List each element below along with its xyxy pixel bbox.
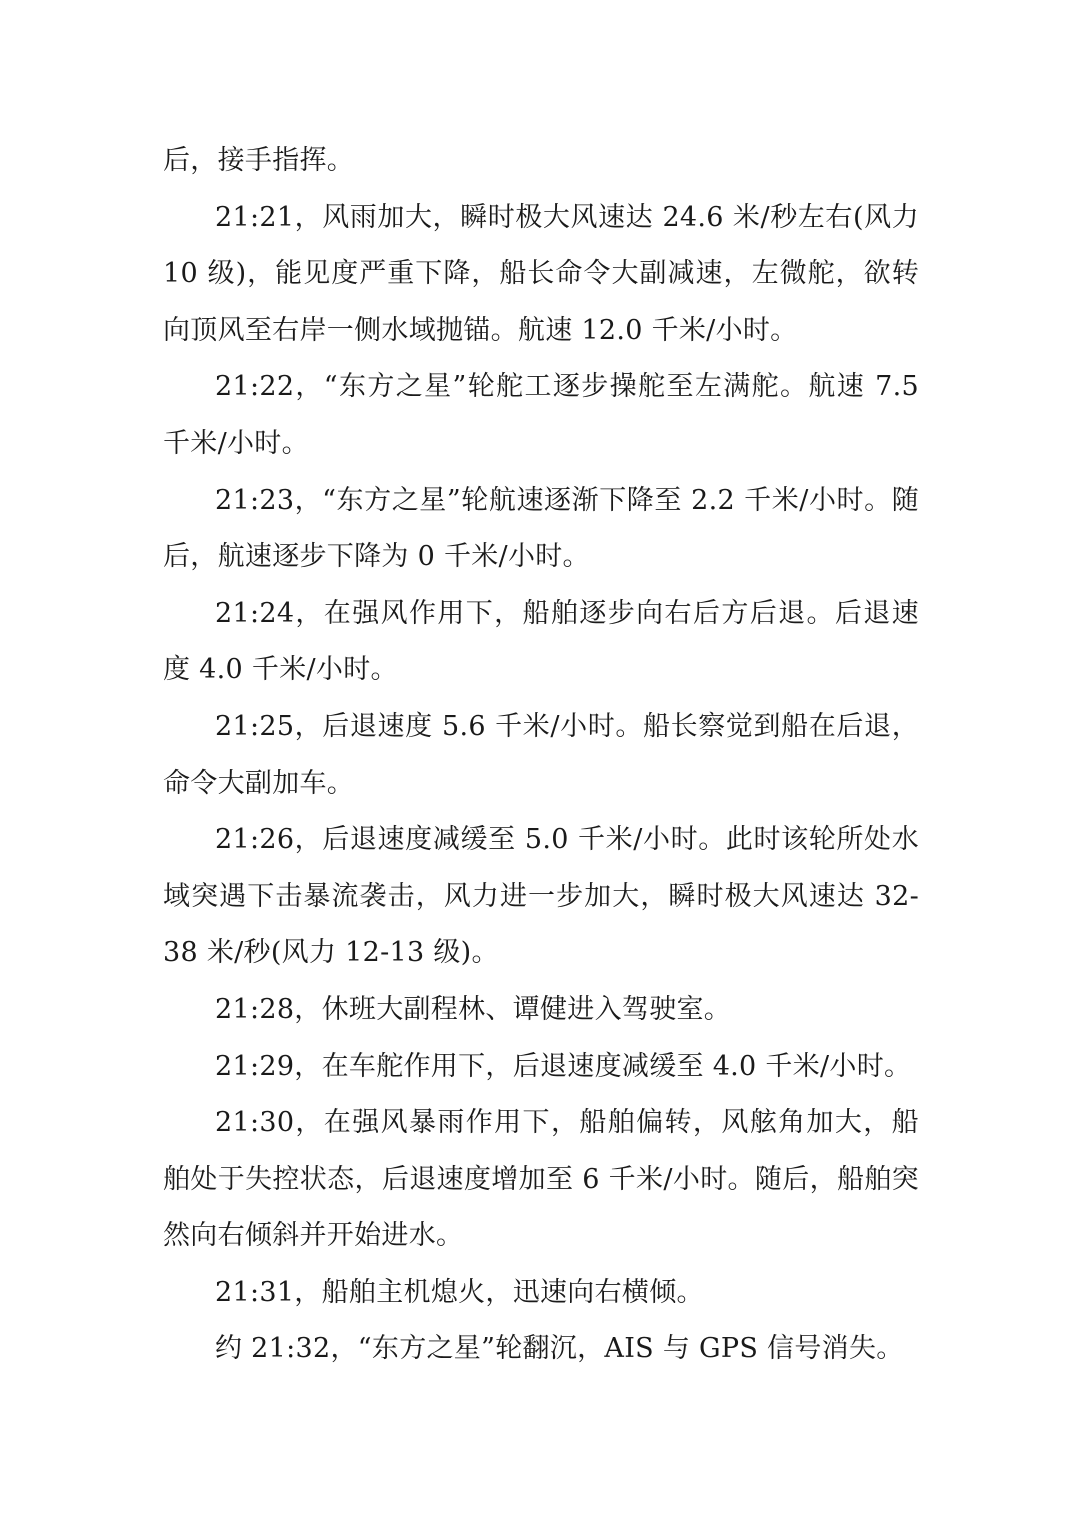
- paragraph-2123: 21:23，“东方之星”轮航速逐渐下降至 2.2 千米/小时。随后，航速逐步下降为 0 千米/小时。: [163, 484, 919, 573]
- paragraph-2129: 21:29，在车舵作用下，后退速度减缓至 4.0 千米/小时。: [215, 1050, 912, 1082]
- paragraph-2128: 21:28，休班大副程林、谭健进入驾驶室。: [215, 993, 732, 1025]
- paragraph-2121: 21:21，风雨加大，瞬时极大风速达 24.6 米/秒左右(风力 10 级)，能见度严重下降，船长命令大副减速，左微舵，欲转向顶风至右岸一侧水域抛锚。航速 12.0 千米/小时。: [163, 201, 919, 346]
- paragraph-2130: 21:30，在强风暴雨作用下，船舶偏转，风舷角加大，船舶处于失控状态，后退速度增加至 6 千米/小时。随后，船舶突然向右倾斜并开始进水。: [163, 1107, 919, 1252]
- paragraph-2126: 21:26，后退速度减缓至 5.0 千米/小时。此时该轮所处水域突遇下击暴流袭击，风力进一步加大，瞬时极大风速达 32-38 米/秒(风力 12-13 级)。: [163, 824, 919, 969]
- paragraph-2132: 约 21:32，“东方之星”轮翻沉，AIS 与 GPS 信号消失。: [215, 1333, 904, 1365]
- paragraph-2131: 21:31，船舶主机熄火，迅速向右横倾。: [215, 1276, 704, 1308]
- paragraph-2122: 21:22，“东方之星”轮舵工逐步操舵至左满舵。航速 7.5 千米/小时。: [163, 371, 919, 459]
- document-body: [163, 133, 919, 1378]
- paragraph-2125: 21:25，后退速度 5.6 千米/小时。船长察觉到船在后退，命令大副加车。: [163, 710, 919, 799]
- paragraph-2124: 21:24，在强风作用下，船舶逐步向右后方后退。后退速度 4.0 千米/小时。: [163, 597, 919, 686]
- paragraph-continuation: 后，接手指挥。: [163, 145, 355, 176]
